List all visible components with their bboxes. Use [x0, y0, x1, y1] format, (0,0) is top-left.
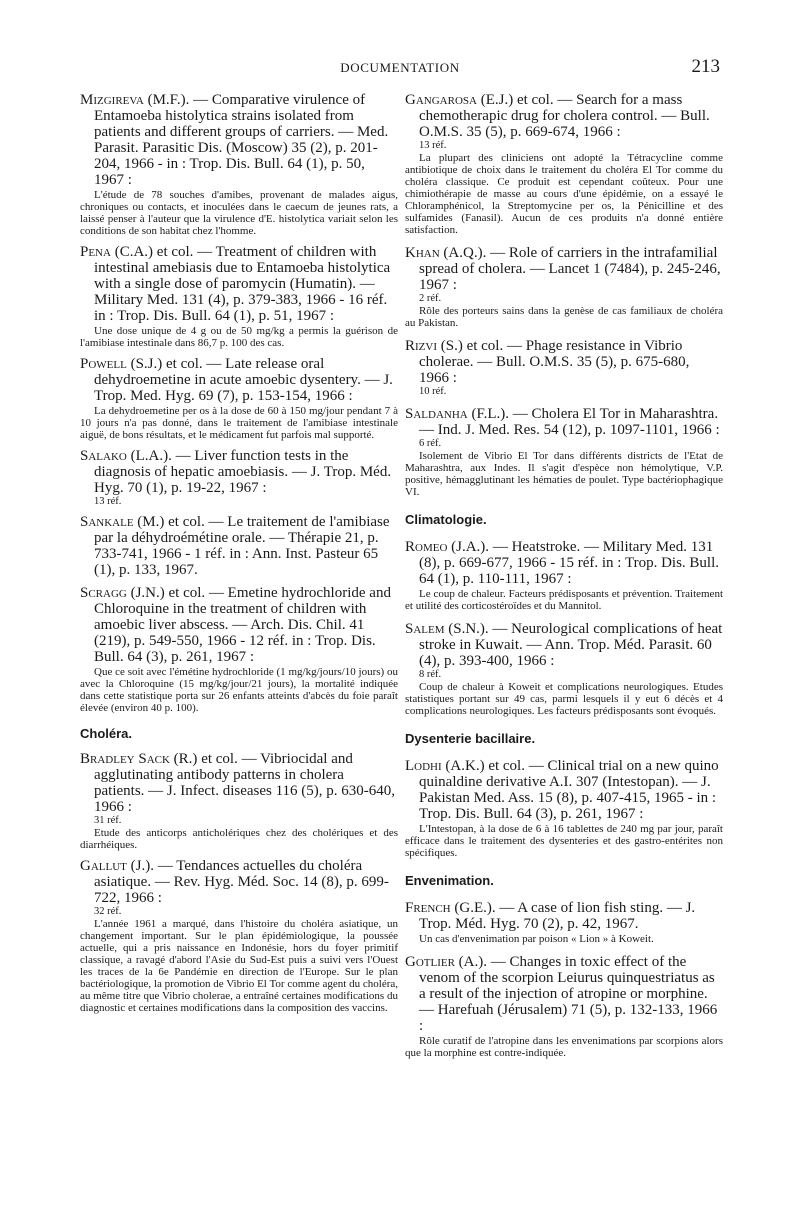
citation — [80, 244, 398, 324]
abstract-note: Une dose unique de 4 g ou de 50 mg/kg a permis la guérison de l'amibiase intestinale dans 86,7 p. 100 des cas. — [80, 325, 398, 349]
citation-text: et col. — Late release oral dehydroemetine in acute amoebic dysentery. — J. Trop. Med. Hyg. 69 (7), p. 153-154, 1966 : — [94, 356, 393, 404]
author-name: Gallut (J.). — [80, 858, 154, 874]
author-name: Khan (A.Q.). — [405, 245, 487, 261]
section-heading: Dysenterie bacillaire. — [405, 731, 536, 746]
abstract-note: L'étude de 78 souches d'amibes, provenant de malades aigus, chroniques ou contacts, et inoculées dans le caecum de jeunes rats, a laissé penser à l'auteur que la virulence d'E. histolytica variait selon les conditions de son habitat chez l'homme. — [80, 189, 398, 237]
author-name: Saldanha (F.L.). — [405, 406, 510, 422]
bibliography-entry — [405, 758, 723, 859]
abstract-note: Le coup de chaleur. Facteurs prédisposants et prévention. Traitement et utilité des corticostéroïdes et du Mannitol. — [405, 588, 723, 612]
author-name: Rizvi (S.) — [405, 338, 463, 354]
abstract-note: La plupart des cliniciens ont adopté la Tétracycline comme antibiotique de choix dans le traitement du choléra El Tor comme du choléra classique. Ce produit est cependant coûteux. Pour une chimiothérapie de masse au cours d'une épidémie, on a essayé le Chloramphénicol, la Streptomycine per os, la Pénicilline et des sulfamides (Fanasil). Aucun de ces produits n'a donné entière satisfaction. — [405, 152, 723, 236]
author-name: French (G.E.). — [405, 900, 496, 916]
citation-text: — Neurological complications of heat stroke in Kuwait. — Ann. Trop. Méd. Parasit. 60 (4), p. 393-400, 1966 : — [419, 621, 723, 669]
author-name: Scragg (J.N.) — [80, 585, 165, 601]
abstract-note: Isolement de Vibrio El Tor dans différents districts de l'Etat de Maharashtra, aux Indes. Il s'agit d'espèce non hémolytique, V.P. positive, hémagglutinant les hématies de poulet. Type bactériophagique VI. — [405, 450, 723, 498]
citation-text: et col. — Emetine hydrochloride and Chloroquine in the treatment of children with amoebic liver abscess. — Arch. Dis. Chil. 41 (219), p. 549-550, 1966 - 12 réf. in : Trop. Dis. Bull. 64 (3), p. 261, 1967 : — [94, 585, 391, 665]
author-name: Mizgireva (M.F.). — [80, 92, 190, 108]
citation-text: et col. — Le traitement de l'amibiase par la déhydroémétine orale. — Thérapie 21, p. 733-741, 1966 - 1 réf. in : Ann. Inst. Pasteur 65 (1), p. 133, 1967. — [94, 514, 390, 578]
author-name: Gangarosa (E.J.) — [405, 92, 514, 108]
page-header — [80, 56, 720, 82]
bibliography-entry — [80, 244, 398, 349]
citation — [405, 758, 723, 822]
page-number: 213 — [691, 56, 720, 77]
citation — [405, 338, 723, 386]
citation — [405, 245, 723, 293]
author-name: Romeo (J.A.). — [405, 539, 490, 555]
citation-text: — Heatstroke. — Military Med. 131 (8), p. 669-677, 1966 - 15 réf. in : Trop. Dis. Bull. 64 (1), p. 110-111, 1967 : — [419, 539, 719, 587]
citation-text: et col. — Phage resistance in Vibrio cholerae. — Bull. O.M.S. 35 (5), p. 675-680, 1966 : — [419, 338, 690, 386]
author-name: Lodhi (A.K.) — [405, 758, 485, 774]
section-heading: Envenimation. — [405, 873, 494, 888]
reference-count: 13 réf. — [94, 496, 122, 507]
citation-text: — Role of carriers in the intrafamilial spread of cholera. — Lancet 1 (7484), p. 245-246, 1967 : — [419, 245, 721, 293]
citation-text: — Tendances actuelles du choléra asiatique. — Rev. Hyg. Méd. Soc. 14 (8), p. 699-722, 1966 : — [94, 858, 389, 906]
author-name: Bradley Sack (R.) — [80, 751, 198, 767]
citation-text: — Comparative virulence of Entamoeba histolytica strains isolated from patients and different groups of carriers. — Med. Parasit. Parasitic Dis. (Moscow) 35 (2), p. 201-204, 1966 - in : Trop. Dis. Bull. 64 (1), p. 50, 1967 : — [94, 92, 389, 188]
running-title: DOCUMENTATION — [340, 60, 460, 75]
abstract-note: Que ce soit avec l'émétine hydrochloride (1 mg/kg/jours/10 jours) ou avec la Chloroquine (15 mg/kg/jour/21 jours), la mortalité indiquée dans cette statistique porta sur 26 enfants atteints d'abcès du foie paraît élevée (environ 40 p. 100). — [80, 666, 398, 714]
author-name: Salako (L.A.). — [80, 448, 172, 464]
citation-text: et col. — Clinical trial on a new quino quinaldine derivative A.I. 307 (Intestopan). — J. Pakistan Med. Ass. 15 (8), p. 407-415, 1965 - in : Trop. Dis. Bull. 64 (3), p. 261, 1967 : — [419, 758, 719, 822]
citation — [405, 92, 723, 140]
citation — [80, 858, 398, 906]
citation — [405, 954, 723, 1034]
citation-text: et col. — Search for a mass chemotherapic drug for cholera control. — Bull. O.M.S. 35 (5), p. 669-674, 1966 : — [419, 92, 710, 140]
reference-count: 8 réf. — [419, 669, 442, 680]
abstract-note: Rôle curatif de l'atropine dans les envenimations par scorpions alors que la morphine est contre-indiquée. — [405, 1035, 723, 1059]
bibliography-entry — [405, 954, 723, 1059]
section-heading: Climatologie. — [405, 512, 487, 527]
abstract-note: Rôle des porteurs sains dans la genèse de cas familiaux de choléra au Pakistan. — [405, 305, 723, 329]
citation-text: et col. — Vibriocidal and agglutinating antibody patterns in cholera patients. — J. Infect. diseases 116 (5), p. 630-640, 1966 : — [94, 751, 396, 815]
bibliography-entry — [405, 245, 723, 329]
bibliography-entry — [80, 356, 398, 441]
citation — [80, 514, 398, 578]
author-name: Powell (S.J.) — [80, 356, 163, 372]
bibliography-entry — [80, 92, 398, 237]
abstract-note: Coup de chaleur à Koweit et complications neurologiques. Etudes statistiques portant sur 49 cas, parmi lesquels il y eut 6 décès et 4 complications neurologiques. Les facteurs prédisposants sont évoqués. — [405, 681, 723, 717]
reference-count: 31 réf. — [94, 815, 122, 826]
bibliography-entry — [405, 539, 723, 612]
bibliography-entry — [405, 621, 723, 717]
right-column — [405, 92, 723, 1068]
author-name: Sankale (M.) — [80, 514, 165, 530]
citation-text: — Cholera El Tor in Maharashtra. — Ind. J. Med. Res. 54 (12), p. 1097-1101, 1966 : — [419, 406, 720, 438]
citation — [80, 92, 398, 188]
author-name: Pena (C.A.) — [80, 244, 154, 260]
bibliography-entry — [80, 448, 398, 507]
section-heading: Choléra. — [80, 726, 133, 741]
citation — [405, 900, 723, 932]
reference-count: 13 réf. — [419, 140, 447, 151]
abstract-note: L'année 1961 a marqué, dans l'histoire du choléra asiatique, un changement important. Sur le plan épidémiologique, la poussée actuelle, qui a pris naissance en Indonésie, hors du foyer primitif classique, a ravagé d'abord l'Asie du Sud-Est puis a suivi vers l'Ouest les traces de la 6e Pandémie en direction de l'Europe. Sur le plan bactériologique, la promotion de Vibrio El Tor comme agent du choléra, au même titre que Vibrio cholerae, a entraîné certaines modifications du diagnostic et certaines modifications dans la composition des vaccins. — [80, 918, 398, 1014]
abstract-note: La dehydroemetine per os à la dose de 60 à 150 mg/jour pendant 7 à 10 jours n'a pas donné, dans le traitement de l'amibiase intestinale aiguë, de bons résultats, et le médicament fut parfois mal supporté. — [80, 405, 398, 441]
citation — [405, 539, 723, 587]
reference-count: 32 réf. — [94, 906, 122, 917]
reference-count: 2 réf. — [419, 293, 442, 304]
citation-text: — Changes in toxic effect of the venom of the scorpion Leiurus quinquestriatus as a result of the injection of atropine or morphine. — Harefuah (Jérusalem) 71 (5), p. 132-133, 1966 : — [419, 954, 718, 1034]
bibliography-entry — [80, 585, 398, 714]
bibliography-entry — [80, 858, 398, 1014]
bibliography-entry — [405, 92, 723, 236]
abstract-note: Etude des anticorps anticholériques chez des cholériques et des diarrhéiques. — [80, 827, 398, 851]
bibliography-entry — [405, 406, 723, 498]
citation-text: — Liver function tests in the diagnosis of hepatic amoebiasis. — J. Trop. Méd. Hyg. 70 (1), p. 19-22, 1967 : — [94, 448, 392, 496]
citation — [405, 621, 723, 669]
abstract-note: Un cas d'envenimation par poison « Lion » à Koweit. — [419, 933, 654, 945]
author-name: Salem (S.N.). — [405, 621, 489, 637]
author-name: Gotlier (A.). — [405, 954, 488, 970]
bibliography-entry — [405, 338, 723, 397]
bibliography-entry — [405, 900, 723, 945]
citation — [80, 356, 398, 404]
abstract-note: L'Intestopan, à la dose de 6 à 16 tablettes de 240 mg par jour, paraît efficace dans le traitement des dysenteries et des gastro-entérites non spécifiques. — [405, 823, 723, 859]
citation-text: — A case of lion fish sting. — J. Trop. Méd. Hyg. 70 (2), p. 42, 1967. — [419, 900, 696, 932]
citation — [80, 751, 398, 815]
citation — [405, 406, 723, 438]
citation-text: et col. — Treatment of children with intestinal amebiasis due to Entamoeba histolytica with a single dose of paromycin (Humatin). — Military Med. 131 (4), p. 379-383, 1966 - 16 réf. in : Trop. Dis. Bull. 64 (1), p. 51, 1967 : — [94, 244, 391, 324]
bibliography-entry — [80, 751, 398, 851]
bibliography-entry — [80, 514, 398, 578]
reference-count: 6 réf. — [419, 438, 442, 449]
reference-count: 10 réf. — [419, 386, 447, 397]
citation — [80, 585, 398, 665]
left-column — [80, 92, 398, 1021]
citation — [80, 448, 398, 496]
